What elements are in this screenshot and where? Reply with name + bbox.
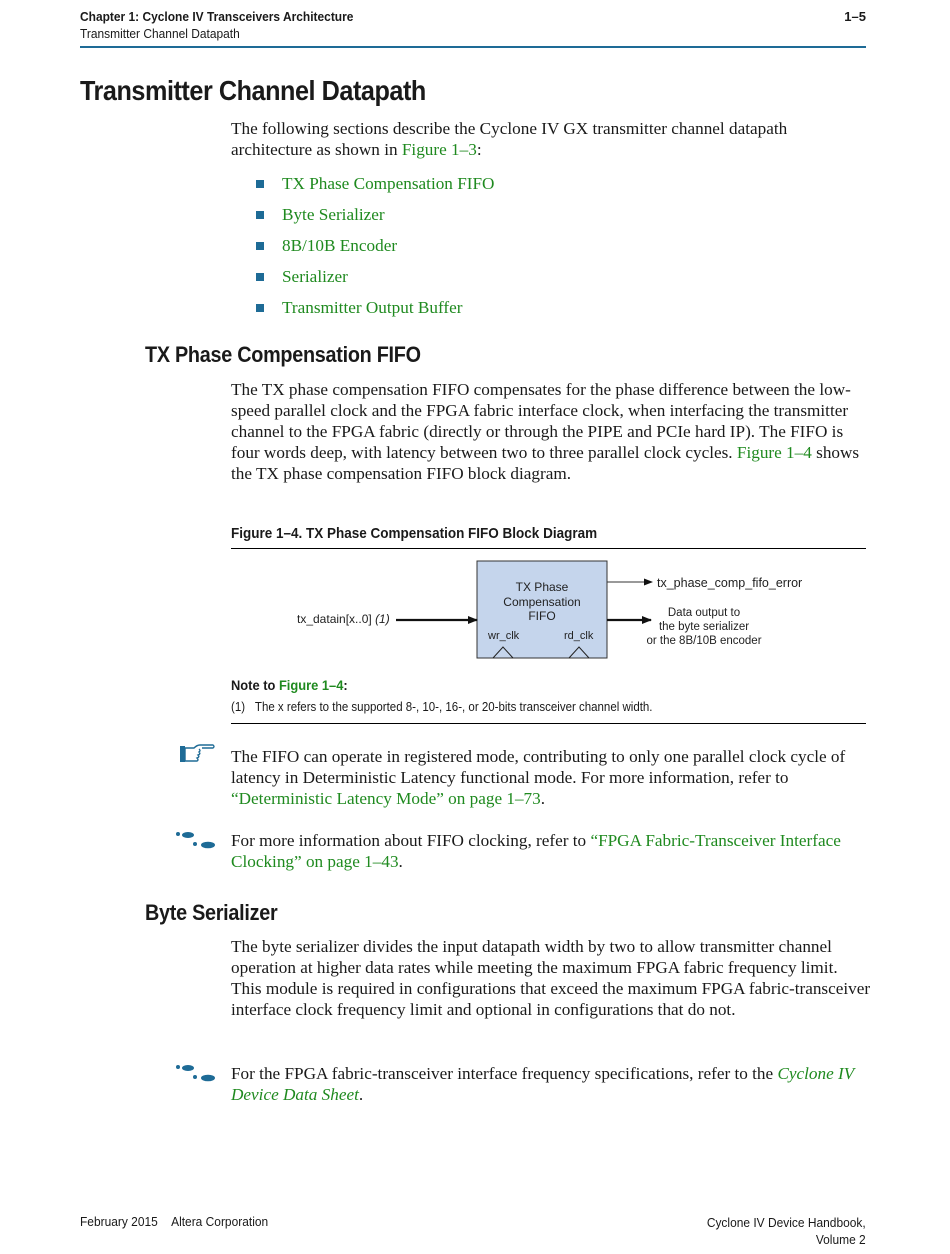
- fabric-clocking-link[interactable]: “FPGA Fabric-Transceiver Interface Clocking” on page 1–43: [231, 831, 841, 871]
- footer-right: [707, 1214, 866, 1248]
- figure-1-4-link[interactable]: Figure 1–4: [736, 443, 812, 462]
- output-line-1: Data output to: [667, 607, 741, 619]
- frequency-text: For the FPGA fabric-transceiver interface frequency specifications, refer to the: [231, 1064, 778, 1083]
- note-figure-link[interactable]: Figure 1–4: [278, 677, 344, 693]
- figure-bottom-rule: [231, 723, 866, 724]
- registered-text-end: .: [540, 789, 546, 808]
- pointing-hand-icon: [178, 743, 216, 765]
- note-number: (1): [231, 700, 246, 714]
- list-item: [256, 262, 494, 293]
- header-section: Transmitter Channel Datapath: [80, 26, 240, 41]
- bullet-icon: [256, 180, 264, 188]
- bullet-icon: [256, 211, 264, 219]
- fifo-block-label: [478, 580, 606, 624]
- toc-link-output-buffer[interactable]: Transmitter Output Buffer: [282, 298, 463, 318]
- toc-link-byte-serializer[interactable]: Byte Serializer: [282, 204, 385, 224]
- note-text: The x refers to the supported 8-, 10-, 16-, or 20-bits transceiver channel width.: [254, 700, 653, 714]
- footer-left: [80, 1214, 268, 1229]
- toc-link-serializer[interactable]: Serializer: [282, 267, 348, 287]
- input-label: [297, 612, 390, 626]
- header-rule: [80, 46, 866, 48]
- toc-link-8b10b-encoder[interactable]: 8B/10B Encoder: [282, 235, 398, 255]
- input-note-ref: (1): [375, 612, 390, 626]
- fifo-block-diagram: [231, 550, 866, 670]
- clocking-text: For more information about FIFO clocking, refer to: [231, 831, 591, 850]
- list-item: [256, 230, 494, 261]
- frequency-text-end: .: [358, 1085, 364, 1104]
- toc-link-tx-phase-fifo[interactable]: TX Phase Compensation FIFO: [282, 173, 495, 193]
- section-heading-byte-serializer: Byte Serializer: [145, 900, 278, 925]
- footer-company: Altera Corporation: [171, 1214, 269, 1229]
- byte-serializer-paragraph: The byte serializer divides the input datapath width by two to allow transmitter channel operation at higher data rates while meeting the maximum FPGA fabric frequency limit. This module is required in configurations that exceed the maximum FPGA fabric-transceiver interface clock frequency limit and optional in configurations that do not.: [231, 937, 871, 1019]
- figure-top-rule: [231, 548, 866, 549]
- clocking-text-end: .: [398, 852, 403, 871]
- registered-text: The FIFO can operate in registered mode, contributing to only one parallel clock cycle of latency in Deterministic Latency functional mode. For more information, refer to: [231, 747, 846, 787]
- output-line-2: the byte serializer: [658, 621, 750, 633]
- input-signal: tx_datain[x..0]: [297, 612, 372, 626]
- rd-clk-label: rd_clk: [564, 630, 594, 642]
- header-page-number: 1–5: [844, 9, 866, 24]
- section-heading-fifo: TX Phase Compensation FIFO: [145, 342, 421, 367]
- intro-text: The following sections describe the Cyclone IV GX transmitter channel datapath architecture as shown in: [231, 119, 788, 159]
- footer-date: February 2015: [80, 1214, 158, 1229]
- fifo-text-end: shows the TX phase compensation FIFO block diagram.: [231, 443, 860, 483]
- page-title: Transmitter Channel Datapath: [80, 75, 426, 106]
- frequency-note: [231, 1063, 871, 1105]
- intro-text-end: :: [476, 140, 482, 159]
- note-title-suffix: :: [343, 677, 348, 693]
- bullet-icon: [256, 242, 264, 250]
- figure-title: Figure 1–4. TX Phase Compensation FIFO Block Diagram: [231, 525, 598, 542]
- bullet-icon: [256, 304, 264, 312]
- deterministic-latency-link[interactable]: “Deterministic Latency Mode” on page 1–73: [231, 789, 541, 808]
- fifo-paragraph: [231, 379, 871, 484]
- footer-volume: Volume 2: [816, 1232, 866, 1247]
- fifo-clocking-note: [231, 830, 871, 872]
- list-item: [256, 199, 494, 230]
- figure-note-1: [231, 700, 653, 714]
- registered-mode-note: [231, 746, 871, 809]
- wr-clk-label: wr_clk: [488, 630, 520, 642]
- figure-note-title: [231, 677, 348, 693]
- list-item: [256, 293, 494, 324]
- note-title-prefix: Note to: [231, 677, 279, 693]
- block-line-2: Compensation: [503, 594, 581, 609]
- footprints-icon: [175, 1064, 217, 1084]
- bullet-icon: [256, 273, 264, 281]
- block-line-1: TX Phase: [515, 580, 569, 594]
- block-line-3: FIFO: [528, 609, 556, 623]
- intro-paragraph: [231, 118, 871, 160]
- section-list: [256, 168, 494, 324]
- figure-1-3-link[interactable]: Figure 1–3: [401, 140, 477, 159]
- list-item: [256, 168, 494, 199]
- header-chapter: Chapter 1: Cyclone IV Transceivers Architecture: [80, 9, 354, 24]
- error-signal-label: tx_phase_comp_fifo_error: [657, 576, 803, 590]
- output-label: [644, 606, 764, 648]
- data-sheet-link[interactable]: Cyclone IV Device Data Sheet: [231, 1064, 854, 1104]
- footer-handbook: Cyclone IV Device Handbook,: [707, 1215, 866, 1230]
- footprints-icon: [175, 831, 217, 851]
- output-line-3: or the 8B/10B encoder: [646, 635, 762, 647]
- fifo-text: The TX phase compensation FIFO compensates for the phase difference between the low-speed parallel clock and the FPGA fabric interface clock, when interfacing the transmitter channel to the FPGA fabric (directly or through the PIPE and PCIe hard IP). The FIFO is four words deep, with latency between two to three parallel clock cycles.: [231, 380, 851, 462]
